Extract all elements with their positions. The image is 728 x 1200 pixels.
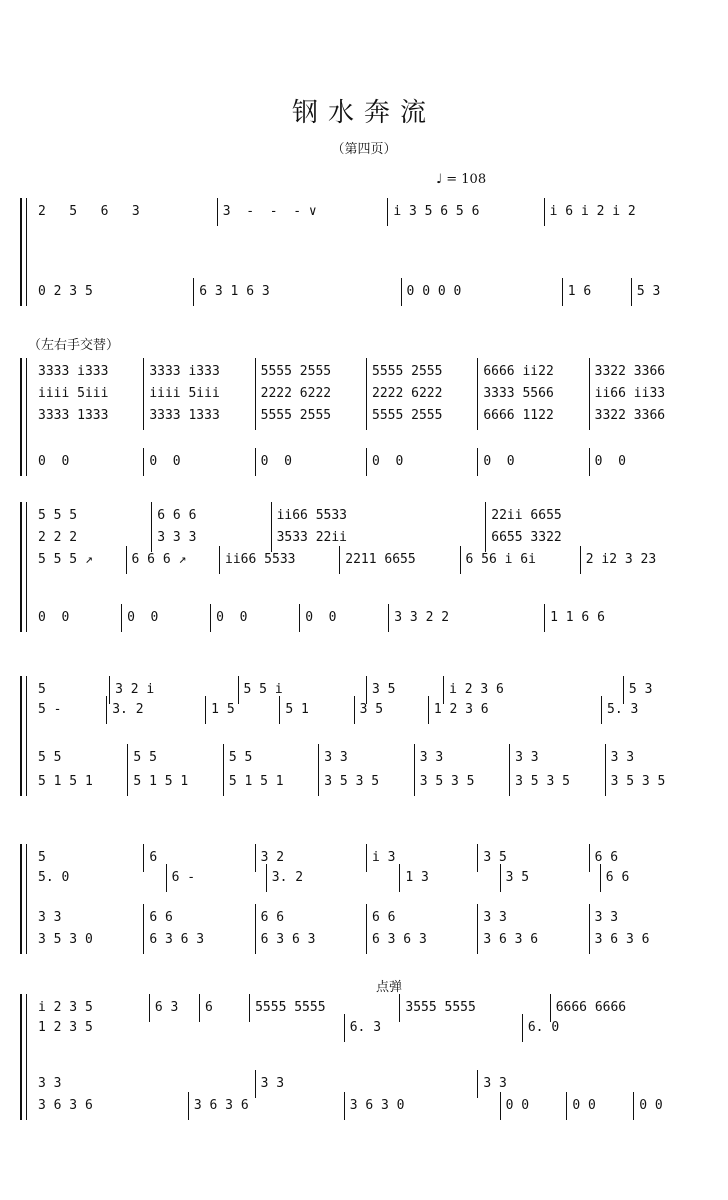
barline [544, 198, 545, 226]
measure-notes: 5 [38, 682, 46, 697]
barline [127, 768, 128, 796]
measure-notes: 3 3 [483, 1076, 507, 1091]
measure-notes: 6. 3 [349, 1020, 382, 1035]
barline [188, 1092, 189, 1120]
barline [399, 864, 400, 892]
measure-notes: 3 5 3 5 [515, 774, 570, 789]
barline [143, 402, 144, 430]
measure-notes: 3 5 3 5 [419, 774, 475, 789]
measure-notes: 3 6 3 0 [349, 1098, 405, 1113]
barline [121, 604, 122, 632]
measure-notes: 3 3 [594, 910, 619, 925]
measure-notes: 6 - [171, 870, 196, 885]
barline [266, 864, 267, 892]
measure-notes: 0 0 [594, 454, 626, 469]
notation-row [0, 680, 728, 700]
barline [562, 278, 563, 306]
measure-notes: 5. 0 [38, 870, 70, 885]
barline [219, 546, 220, 574]
measure-notes: iiii 5iii [38, 386, 109, 401]
barline [589, 402, 590, 430]
barline [566, 1092, 567, 1120]
barline [580, 546, 581, 574]
measure-notes: 3322 3366 [594, 408, 666, 423]
barline [217, 198, 218, 226]
measure-notes: 3 3 2 2 [394, 610, 450, 625]
measure-notes: 3 3 [38, 910, 62, 925]
measure-notes: 6 6 6 ↗ [131, 552, 187, 567]
measure-notes: i 6 i 2 i 2 [549, 204, 636, 219]
hand-alternation-note: （左右手交替） [28, 338, 120, 353]
measure-notes: 3333 5566 [483, 386, 554, 401]
measure-notes: 6 6 [594, 850, 619, 865]
measure-notes: 2 5 6 3 [38, 204, 140, 219]
barline [344, 1014, 345, 1042]
measure-notes: 3 5 [359, 702, 384, 717]
measure-notes: 0 0 [127, 610, 159, 625]
notation-row [0, 406, 728, 426]
notation-row [0, 452, 728, 472]
measure-notes: 6666 6666 [555, 1000, 627, 1015]
notation-row [0, 998, 728, 1018]
measure-notes: 1 2 3 6 [433, 702, 489, 717]
notation-row [0, 202, 728, 222]
measure-notes: 3 6 3 6 [483, 932, 539, 947]
measure-notes: i 3 5 6 5 6 [393, 204, 480, 219]
notation-row [0, 772, 728, 792]
measure-notes: 2222 6222 [260, 386, 332, 401]
measure-notes: i 2 3 6 [449, 682, 504, 697]
barline [106, 696, 107, 724]
barline [401, 278, 402, 306]
notation-row [0, 282, 728, 302]
measure-notes: 3555 5555 [405, 1000, 476, 1015]
measure-notes: i 2 3 5 [38, 1000, 93, 1015]
notation-row [0, 908, 728, 928]
measure-notes: 0 0 [38, 454, 70, 469]
barline [522, 1014, 523, 1042]
barline [633, 1092, 634, 1120]
measure-notes: 5 3 [636, 284, 661, 299]
barline [605, 768, 606, 796]
barline [485, 524, 486, 552]
measure-notes: 0 0 [372, 454, 404, 469]
measure-notes: 3 3 [324, 750, 348, 765]
barline [366, 402, 367, 430]
barline [126, 546, 127, 574]
barline [500, 864, 501, 892]
measure-notes: 3333 1333 [38, 408, 109, 423]
notation-row [0, 748, 728, 768]
barline [143, 448, 144, 476]
measure-notes: 5 5 [38, 750, 62, 765]
measure-notes: 3 3 [419, 750, 444, 765]
barline [223, 768, 224, 796]
measure-notes: 3 5 [505, 870, 530, 885]
measure-notes: 3 - - - ∨ [222, 204, 317, 219]
barline [143, 926, 144, 954]
measure-notes: 6666 1122 [483, 408, 554, 423]
measure-notes: 5555 2555 [260, 364, 332, 379]
measure-notes: 5555 2555 [372, 408, 443, 423]
barline [414, 768, 415, 796]
barline [255, 448, 256, 476]
barline [255, 402, 256, 430]
notation-row [0, 608, 728, 628]
page-subtitle: （第四页） [331, 142, 397, 157]
measure-notes: 2222 6222 [372, 386, 443, 401]
barline [366, 448, 367, 476]
measure-notes: ii66 5533 [225, 552, 296, 567]
measure-notes: 6 3 [154, 1000, 179, 1015]
barline [477, 926, 478, 954]
measure-notes: 0 0 [149, 454, 181, 469]
measure-notes: 1 3 [405, 870, 429, 885]
measure-notes: 0 0 [260, 454, 292, 469]
measure-notes: 3. 2 [112, 702, 144, 717]
barline [166, 864, 167, 892]
measure-notes: 6 3 1 6 3 [199, 284, 270, 299]
measure-notes: i 3 [372, 850, 396, 865]
notation-row [0, 550, 728, 570]
measure-notes: 5 3 [628, 682, 653, 697]
measure-notes: 5 5 i [243, 682, 283, 697]
measure-notes: 6655 3322 [491, 530, 562, 545]
barline [500, 1092, 501, 1120]
notation-row [0, 528, 728, 548]
barline [477, 402, 478, 430]
barline [589, 926, 590, 954]
measure-notes: 6 6 [260, 910, 285, 925]
measure-notes: 0 0 [483, 454, 515, 469]
measure-notes: 3 5 3 0 [38, 932, 93, 947]
notation-row [0, 848, 728, 868]
measure-notes: 6. 0 [527, 1020, 560, 1035]
barline [477, 1070, 478, 1098]
notation-row [0, 1074, 728, 1094]
barline [271, 524, 272, 552]
measure-notes: 3 2 i [115, 682, 155, 697]
measure-notes: 5 5 [133, 750, 157, 765]
notation-row [0, 1096, 728, 1116]
measure-notes: 2 2 2 [38, 530, 78, 545]
measure-notes: 3 6 3 6 [38, 1098, 93, 1113]
barline [477, 448, 478, 476]
measure-notes: 1 5 [211, 702, 235, 717]
barline [299, 604, 300, 632]
measure-notes: 3 5 [372, 682, 396, 697]
measure-notes: 3333 i333 [38, 364, 109, 379]
measure-notes: 2 i2 3 23 [585, 552, 657, 567]
barline [344, 1092, 345, 1120]
measure-notes: 0 0 [639, 1098, 663, 1113]
measure-notes: 0 0 [305, 610, 337, 625]
barline [279, 696, 280, 724]
measure-notes: 3333 1333 [149, 408, 220, 423]
measure-notes: 5555 2555 [260, 408, 332, 423]
barline [210, 604, 211, 632]
measure-notes: 5555 5555 [255, 1000, 326, 1015]
page-title: 钢水奔流 [291, 98, 436, 128]
barline [151, 524, 152, 552]
measure-notes: 3 3 [515, 750, 539, 765]
barline [255, 926, 256, 954]
measure-notes: 3 6 3 6 [594, 932, 650, 947]
barline [600, 864, 601, 892]
measure-notes: 5555 2555 [372, 364, 443, 379]
barline [601, 696, 602, 724]
measure-notes: 3. 2 [271, 870, 304, 885]
notation-row [0, 1018, 728, 1038]
measure-notes: 5 5 5 ↗ [38, 552, 93, 567]
notation-row [0, 868, 728, 888]
measure-notes: 1 2 3 5 [38, 1020, 93, 1035]
notation-row [0, 384, 728, 404]
barline [354, 696, 355, 724]
measure-notes: 2211 6655 [345, 552, 416, 567]
barline [387, 198, 388, 226]
measure-notes: ii66 5533 [276, 508, 348, 523]
barline [339, 546, 340, 574]
measure-notes: 0 2 3 5 [38, 284, 93, 299]
measure-notes: 0 0 [572, 1098, 596, 1113]
measure-notes: 5 5 5 [38, 508, 78, 523]
measure-notes: 6 6 6 [157, 508, 197, 523]
measure-notes: 0 0 0 0 [406, 284, 462, 299]
measure-notes: 3 3 [38, 1076, 62, 1091]
barline [366, 926, 367, 954]
measure-notes: 0 0 [505, 1098, 530, 1113]
barline [318, 768, 319, 796]
barline [589, 448, 590, 476]
barline [428, 696, 429, 724]
measure-notes: 0 0 [38, 610, 70, 625]
measure-notes: 3 3 [483, 910, 507, 925]
measure-notes: 6 [205, 1000, 213, 1015]
notation-row [0, 930, 728, 950]
measure-notes: 6 3 6 3 [260, 932, 316, 947]
barline [193, 278, 194, 306]
measure-notes: iiii 5iii [149, 386, 220, 401]
measure-notes: 1 6 [567, 284, 592, 299]
measure-notes: 3 6 3 6 [193, 1098, 249, 1113]
barline [631, 278, 632, 306]
measure-notes: 3322 3366 [594, 364, 666, 379]
measure-notes: 6666 ii22 [483, 364, 554, 379]
tempo-marking: ♩ = 108 [436, 172, 487, 187]
measure-notes: 3 2 [260, 850, 285, 865]
measure-notes: 6 3 6 3 [372, 932, 427, 947]
measure-notes: 0 0 [216, 610, 248, 625]
measure-notes: 3 5 [483, 850, 507, 865]
barline [544, 604, 545, 632]
measure-notes: 3 3 [260, 1076, 285, 1091]
measure-notes: 1 1 6 6 [550, 610, 605, 625]
measure-notes: 3533 22ii [276, 530, 348, 545]
measure-notes: 6 6 [372, 910, 396, 925]
barline [388, 604, 389, 632]
measure-notes: 5 [38, 850, 46, 865]
measure-notes: 5 5 [228, 750, 253, 765]
measure-notes: 5. 3 [607, 702, 639, 717]
measure-notes: 3 3 [610, 750, 635, 765]
measure-notes: 3 5 3 5 [610, 774, 666, 789]
measure-notes: 3 5 3 5 [324, 774, 380, 789]
measure-notes: 5 1 [285, 702, 309, 717]
measure-notes: 5 1 5 1 [228, 774, 284, 789]
measure-notes: ii66 ii33 [594, 386, 666, 401]
notation-row [0, 506, 728, 526]
measure-notes: 6 [149, 850, 158, 865]
barline [255, 1070, 256, 1098]
measure-notes: 3 3 3 [157, 530, 197, 545]
measure-notes: 5 1 5 1 [133, 774, 189, 789]
notation-row [0, 700, 728, 720]
barline [460, 546, 461, 574]
barline [205, 696, 206, 724]
measure-notes: 6 6 [149, 910, 173, 925]
measure-notes: 5 1 5 1 [38, 774, 93, 789]
measure-notes: 6 3 6 3 [149, 932, 205, 947]
measure-notes: 5 - [38, 702, 62, 717]
measure-notes: 3333 i333 [149, 364, 220, 379]
pluck-marking: 点弹 [376, 980, 403, 995]
measure-notes: 6 56 i 6i [465, 552, 536, 567]
notation-row [0, 362, 728, 382]
barline [509, 768, 510, 796]
measure-notes: 22ii 6655 [491, 508, 562, 523]
measure-notes: 6 6 [605, 870, 630, 885]
